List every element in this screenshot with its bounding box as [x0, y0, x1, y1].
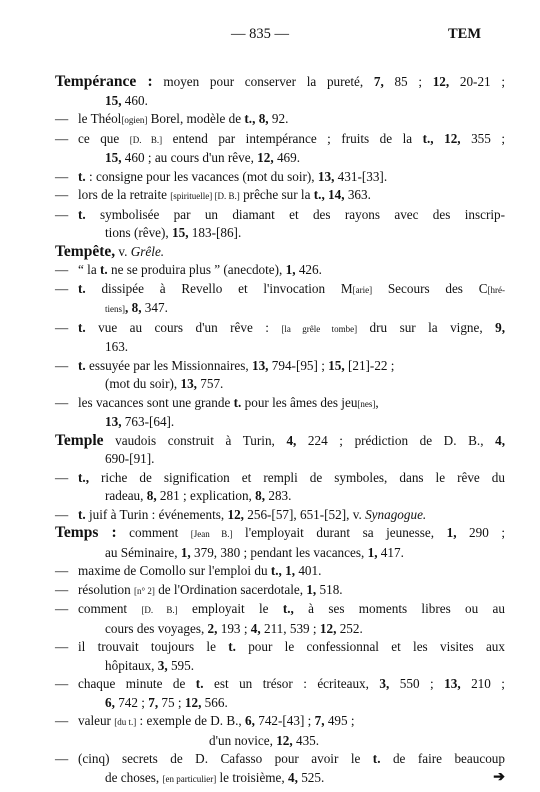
ref-volume: 7,: [373, 74, 384, 89]
text: le Théol: [78, 111, 122, 126]
abbrev: t.,: [244, 111, 256, 126]
text: lors de la retraite: [78, 187, 171, 202]
text: à ses moments libres ou au: [293, 601, 505, 616]
text: 595.: [167, 657, 195, 673]
abbrev: t.: [78, 280, 86, 296]
editorial-insert: [n° 2]: [134, 585, 155, 596]
text: 417.: [377, 544, 404, 560]
ref-volume: 12,: [319, 620, 337, 636]
text: : consigne pour les vacances (mot du soir),: [85, 168, 318, 184]
subentry: [55, 206, 505, 225]
text: 20-21 ;: [449, 74, 505, 89]
text: dissipée à Revello et l'invocation M: [85, 280, 353, 296]
continuation-line: [55, 657, 505, 676]
abbrev: t.: [233, 394, 242, 410]
text: 431-[33].: [334, 168, 388, 184]
text: le troisième,: [216, 769, 288, 785]
ref-volume: 13,: [444, 676, 461, 691]
continuation-line: [55, 732, 505, 751]
em-dash: —: [55, 506, 69, 522]
page-header: [0, 24, 540, 44]
text: “ la: [78, 262, 100, 277]
text: (cinq) secrets de D. Cafasso pour avoir le: [78, 751, 373, 766]
text: 355 ;: [460, 130, 506, 146]
editorial-insert: [arie]: [352, 284, 373, 295]
continuation-line: [55, 338, 505, 357]
ref-volume: 14,: [324, 187, 345, 202]
subentry: [55, 675, 505, 694]
text: 281 ; explication,: [156, 488, 256, 503]
text: vaudois construit à Turin,: [103, 432, 287, 448]
text: 566.: [201, 694, 228, 710]
em-dash: —: [55, 639, 69, 654]
entry-temple: [55, 432, 505, 451]
subentry: [55, 638, 505, 657]
headword: Temps :: [55, 524, 117, 541]
em-dash: —: [55, 469, 69, 485]
editorial-insert: [la grêle tombe]: [281, 323, 358, 334]
subentry: [55, 750, 505, 769]
ref-volume: 7,: [314, 713, 325, 728]
subentry: [55, 562, 505, 581]
editorial-insert: [ogien]: [121, 115, 148, 125]
ref-volume: 13,: [317, 168, 335, 184]
text: il trouvait toujours le: [78, 639, 229, 654]
subentry: [55, 357, 505, 376]
text: essuyée par les Missionnaires,: [85, 357, 252, 373]
abbrev: t.,: [282, 601, 294, 616]
continuation-line: [55, 450, 505, 469]
ref-volume: 4,: [286, 432, 297, 448]
headword: Temple: [55, 431, 104, 449]
ref-volume: 13,: [251, 357, 269, 373]
ref-volume: 15,: [105, 150, 122, 165]
abbrev: t.: [78, 319, 86, 335]
text: 193 ;: [217, 620, 251, 636]
em-dash: —: [55, 394, 69, 410]
entry-tempete: [55, 243, 505, 262]
text: 401.: [295, 563, 322, 578]
em-dash: —: [55, 187, 69, 202]
abbrev: t.: [78, 206, 86, 222]
text: 690-[91].: [105, 451, 155, 466]
subentry: [55, 186, 505, 206]
ref-volume: 1,: [446, 525, 457, 540]
text: 252.: [336, 620, 363, 636]
text: 460 ; au cours d'un rêve,: [121, 150, 258, 165]
subentry: [55, 581, 505, 601]
text: Borel, modèle de: [147, 111, 245, 126]
continuation-line: [55, 413, 505, 432]
text: radeau,: [105, 488, 147, 503]
text: prêche sur la: [239, 187, 314, 202]
text: comment: [78, 601, 142, 616]
em-dash: —: [55, 280, 69, 296]
continuation-line: [55, 694, 505, 713]
text: 256-[57], 651-[52], v.: [243, 506, 366, 522]
text: entend par intempérance ; fruits de la: [162, 130, 423, 146]
ref-volume: 7,: [148, 694, 159, 710]
continuation-line: [55, 92, 505, 111]
entry-temperance: [55, 73, 505, 92]
em-dash: —: [55, 713, 69, 728]
ref-volume: 15,: [105, 92, 122, 108]
continuation-line: [55, 487, 505, 506]
abbrev: t.: [228, 639, 236, 654]
text: 224 ; prédiction de D. B.,: [296, 432, 496, 448]
text: symbolisée par un diamant et des rayons avec des inscrip-: [85, 206, 505, 222]
cross-reference: Grêle.: [130, 243, 165, 259]
text: ,: [375, 394, 379, 410]
ref-volume: 2,: [207, 620, 218, 636]
text: 290 ;: [456, 525, 505, 540]
text: 283.: [265, 488, 292, 503]
continuation-line: [55, 620, 505, 639]
text: 363.: [344, 187, 371, 202]
text: 379, 380 ; pendant les vacances,: [190, 544, 368, 560]
editorial-insert: [spirituelle]: [170, 191, 213, 201]
em-dash: —: [55, 319, 69, 335]
continuation-line: [55, 299, 505, 319]
ref-volume: 12,: [227, 506, 244, 522]
text: pour les âmes des jeu: [241, 394, 358, 410]
em-dash: —: [55, 357, 69, 373]
text: 163.: [105, 339, 129, 354]
abbrev: t.: [78, 168, 86, 184]
em-dash: —: [55, 130, 69, 146]
cross-reference: Synagogue.: [365, 506, 427, 522]
text: 85 ;: [383, 74, 433, 89]
text: 757.: [196, 376, 224, 391]
ref-volume: 15,: [172, 225, 189, 240]
ref-volume: 12,: [184, 694, 202, 710]
text: 518.: [316, 581, 343, 597]
text: l'employait durant sa jeunesse,: [232, 525, 447, 540]
text: employait le: [177, 601, 283, 616]
subentry: [55, 600, 505, 620]
em-dash: —: [55, 751, 69, 766]
headword: Tempérance :: [55, 73, 153, 90]
text: 210 ;: [460, 676, 505, 691]
text: cours des voyages,: [105, 620, 208, 636]
text: 469.: [273, 150, 301, 165]
text: [21]-22 ;: [344, 357, 395, 373]
editorial-insert: [D. B.]: [129, 134, 163, 145]
subentry: [55, 110, 505, 130]
ref-volume: 4,: [288, 769, 298, 785]
text: ne se produira plus ” (anecdote),: [107, 262, 286, 277]
text: (mot du soir),: [105, 376, 181, 391]
editorial-insert: [hré-: [487, 284, 505, 295]
ref-volume: 3,: [157, 657, 168, 673]
text: 92.: [268, 111, 289, 126]
ref-volume: 8,: [255, 488, 266, 503]
em-dash: —: [55, 601, 69, 616]
em-dash: —: [55, 206, 69, 222]
em-dash: —: [55, 676, 69, 691]
text: 435.: [292, 732, 320, 748]
continuation-line: [55, 769, 505, 789]
editorial-insert: [nes]: [357, 398, 376, 409]
subentry: [55, 469, 505, 488]
text: au Séminaire,: [105, 544, 181, 560]
ref-volume: 13,: [105, 414, 122, 429]
ref-volume: 12,: [433, 130, 461, 146]
index-content: [55, 73, 505, 788]
ref-volume: 6,: [245, 713, 255, 728]
text: de l'Ordination sacerdotale,: [154, 581, 307, 597]
em-dash: —: [55, 581, 69, 597]
text: 426.: [295, 262, 322, 277]
editorial-insert: tiens]: [105, 304, 125, 314]
ref-volume: 1,: [306, 581, 317, 597]
ref-volume: 12,: [257, 150, 274, 165]
subentry: [55, 261, 505, 280]
ref-volume: 4,: [250, 620, 261, 636]
ref-volume: 12,: [432, 74, 450, 89]
editorial-insert: [D. B.]: [212, 191, 240, 201]
ref-volume: 8,: [255, 111, 269, 126]
text: 75 ;: [158, 694, 185, 710]
abbrev: t.: [78, 506, 86, 522]
text: chaque minute de: [78, 676, 196, 691]
ref-volume: 13,: [180, 376, 197, 391]
abbrev: t.,: [270, 563, 282, 578]
ref-volume: 8,: [146, 488, 157, 503]
text: pour le confessionnal et les visites aux: [235, 639, 505, 654]
headword: Tempête,: [55, 242, 116, 260]
subentry: [55, 319, 505, 339]
editorial-insert: [Jean B.]: [190, 529, 233, 539]
ref-volume: 9,: [495, 319, 505, 335]
ref-volume: 1,: [281, 563, 296, 578]
editorial-insert: [en particulier]: [162, 773, 217, 784]
subentry: [55, 506, 505, 525]
subentry: [55, 712, 505, 732]
text: 550 ;: [389, 676, 445, 691]
ref-volume: 6,: [105, 694, 115, 710]
continuation-line: [55, 544, 505, 563]
text: v.: [115, 243, 131, 259]
text: 183-[86].: [188, 225, 242, 240]
text: : exemple de D. B.,: [136, 713, 246, 728]
text: 525.: [297, 769, 325, 785]
ref-volume: 12,: [276, 732, 293, 748]
em-dash: —: [55, 111, 69, 126]
continuation-line: [55, 224, 505, 243]
continuation-line: [55, 375, 505, 394]
text: est un trésor : écriteaux,: [203, 676, 380, 691]
text: valeur: [78, 713, 115, 728]
ref-volume: 4,: [495, 432, 505, 448]
ref-volume: 1,: [367, 544, 378, 560]
text: hôpitaux,: [105, 657, 158, 673]
subentry: [55, 394, 505, 414]
text: 347.: [141, 300, 168, 315]
em-dash: —: [55, 262, 69, 277]
text: riche de signification et rempli de symboles, dans le rêve du: [89, 469, 505, 485]
text: comment: [116, 525, 191, 540]
subentry: [55, 168, 505, 187]
text: juif à Turin : événements,: [85, 506, 228, 522]
abbrev: t.: [372, 751, 381, 766]
running-head: TEM: [448, 26, 482, 42]
text: 460.: [121, 92, 148, 108]
abbrev: t.,: [422, 130, 434, 146]
ref-volume: , 8,: [125, 300, 142, 315]
text: dru sur la vigne,: [357, 319, 496, 335]
text: de choses,: [105, 769, 163, 785]
abbrev: t.: [195, 676, 204, 691]
text: 794-[95] ;: [268, 357, 329, 373]
page-number: — 835 —: [231, 26, 289, 42]
text: les vacances sont une grande: [78, 394, 234, 410]
text: Secours des C: [372, 280, 488, 296]
text: tions (rêve),: [105, 225, 173, 240]
abbrev: t.: [99, 262, 108, 277]
text: 211, 539 ;: [260, 620, 320, 636]
text: de faire beaucoup: [380, 751, 505, 766]
text: maxime de Comollo sur l'emploi du: [78, 563, 271, 578]
text: 763-[64].: [121, 414, 175, 429]
editorial-insert: [D. B.]: [141, 605, 178, 615]
text: d'un novice,: [209, 732, 277, 748]
text: résolution: [78, 581, 135, 597]
text: 495 ;: [324, 713, 355, 728]
text: vue au cours d'un rêve :: [85, 319, 282, 335]
editorial-insert: [du t.]: [114, 717, 137, 727]
ref-volume: 3,: [379, 676, 390, 691]
em-dash: —: [55, 563, 69, 578]
ref-volume: 15,: [328, 357, 345, 373]
ref-volume: 1,: [285, 262, 296, 277]
em-dash: —: [55, 168, 69, 184]
subentry: [55, 280, 505, 300]
subentry: [55, 130, 505, 150]
text: 742-[43] ;: [254, 713, 315, 728]
ref-volume: 1,: [180, 544, 191, 560]
abbrev: t.,: [78, 469, 89, 485]
abbrev: t.,: [313, 187, 325, 202]
text: moyen pour conserver la pureté,: [152, 74, 374, 89]
entry-temps: [55, 524, 505, 544]
text: ce que: [78, 130, 130, 146]
text: 742 ;: [114, 694, 149, 710]
continuation-line: [55, 149, 505, 168]
continue-arrow-icon: ➔: [493, 769, 505, 785]
abbrev: t.: [78, 357, 86, 373]
